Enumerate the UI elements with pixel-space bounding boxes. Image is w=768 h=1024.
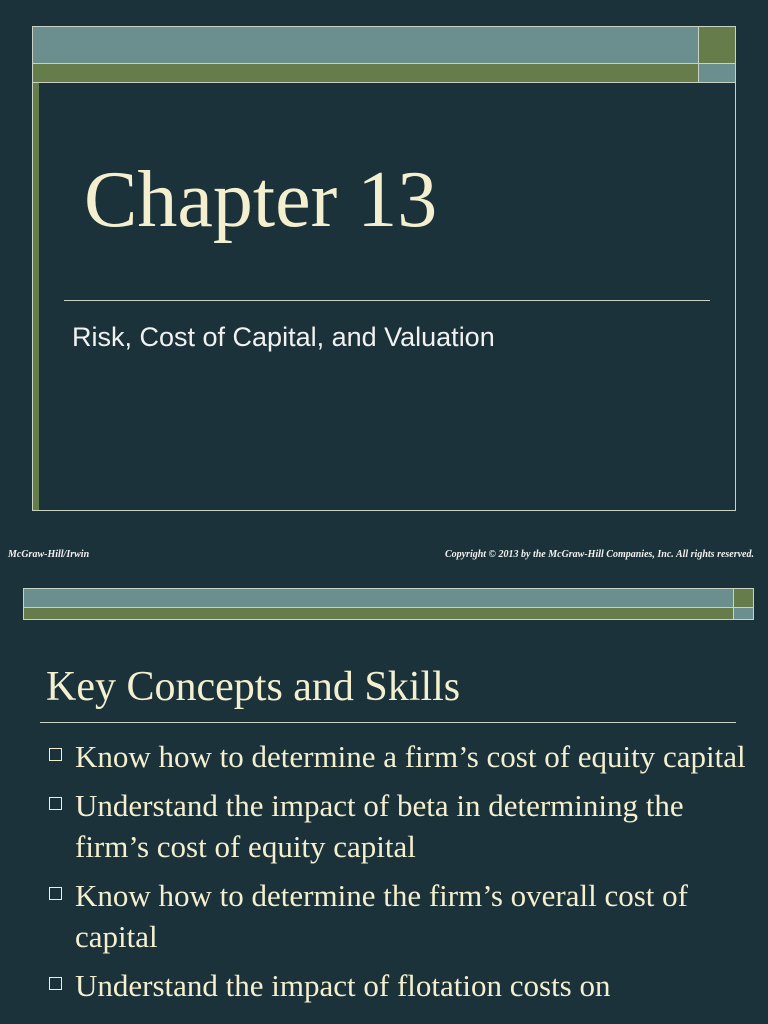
slide-title: Chapter 13 [84,156,438,244]
header-bar-green [33,64,698,82]
slide-2-bar-blue [24,589,733,607]
title-rule [64,300,710,301]
publisher-footer: McGraw-Hill/Irwin [8,549,90,560]
slide-2-bar-green [24,608,733,619]
bullet-text: Know how to determine the firm’s overall cost of capital [75,878,688,954]
header-vertical-divider [698,27,699,82]
bullet-list [46,736,746,1014]
copyright-footer: Copyright © 2013 by the McGraw-Hill Companies, Inc. All rights reserved. [444,549,754,560]
slide-2-square-green [734,589,753,607]
bullet-item [46,875,746,957]
header-bar-blue [33,27,698,63]
slide-heading: Key Concepts and Skills [46,664,461,710]
slide-2-horizontal-divider [24,607,753,608]
bullet-text: Know how to determine a firm’s cost of equity capital [75,739,746,774]
header-square-green [699,27,735,63]
slide-subtitle: Risk, Cost of Capital, and Valuation [72,322,495,352]
header-bottom-line [33,82,735,83]
bullet-item [46,736,746,777]
header-divider [33,63,735,64]
bullet-text: Understand the impact of beta in determining the firm’s cost of equity capital [75,788,684,864]
square-bullet-icon [49,977,62,990]
left-accent-stripe [33,83,39,510]
slide-2-square-blue [734,608,753,619]
bullet-item [46,785,746,867]
bullet-item [46,965,746,1006]
bullet-text: Understand the impact of flotation costs on [75,968,611,1003]
square-bullet-icon [49,797,62,810]
heading-rule [40,722,736,723]
slide-2-vertical-divider [733,589,734,619]
slide-1-frame [32,26,736,511]
square-bullet-icon [49,748,62,761]
square-bullet-icon [49,887,62,900]
header-square-blue [699,64,735,82]
